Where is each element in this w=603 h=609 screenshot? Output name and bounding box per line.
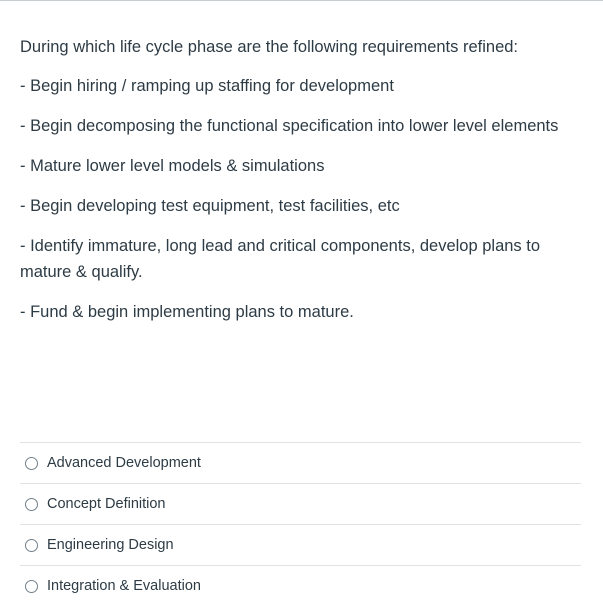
answer-label: Concept Definition xyxy=(47,496,166,512)
answer-label: Engineering Design xyxy=(47,537,174,553)
answer-option-advanced-development[interactable] xyxy=(20,442,581,483)
radio-button[interactable] xyxy=(25,498,38,511)
requirement-item: - Mature lower level models & simulations xyxy=(20,157,325,175)
requirement-item: - Begin hiring / ramping up staffing for development xyxy=(20,77,394,95)
answer-label: Advanced Development xyxy=(47,455,201,471)
radio-button[interactable] xyxy=(25,539,38,552)
radio-button[interactable] xyxy=(25,457,38,470)
radio-button[interactable] xyxy=(25,580,38,593)
answer-label: Integration & Evaluation xyxy=(47,578,201,594)
requirement-item: - Fund & begin implementing plans to mature. xyxy=(20,303,354,321)
requirement-item: - Begin decomposing the functional specification into lower level elements xyxy=(20,117,559,135)
top-divider xyxy=(0,0,603,1)
answer-list xyxy=(20,442,581,606)
question-stem: During which life cycle phase are the following requirements refined: xyxy=(20,38,519,56)
answer-option-concept-definition[interactable] xyxy=(20,483,581,524)
requirement-item: - Begin developing test equipment, test facilities, etc xyxy=(20,197,400,215)
answer-option-integration-evaluation[interactable] xyxy=(20,565,581,606)
question-text xyxy=(20,34,580,339)
answer-option-engineering-design[interactable] xyxy=(20,524,581,565)
requirement-item: - Identify immature, long lead and critical components, develop plans to mature & qualify. xyxy=(20,237,541,281)
